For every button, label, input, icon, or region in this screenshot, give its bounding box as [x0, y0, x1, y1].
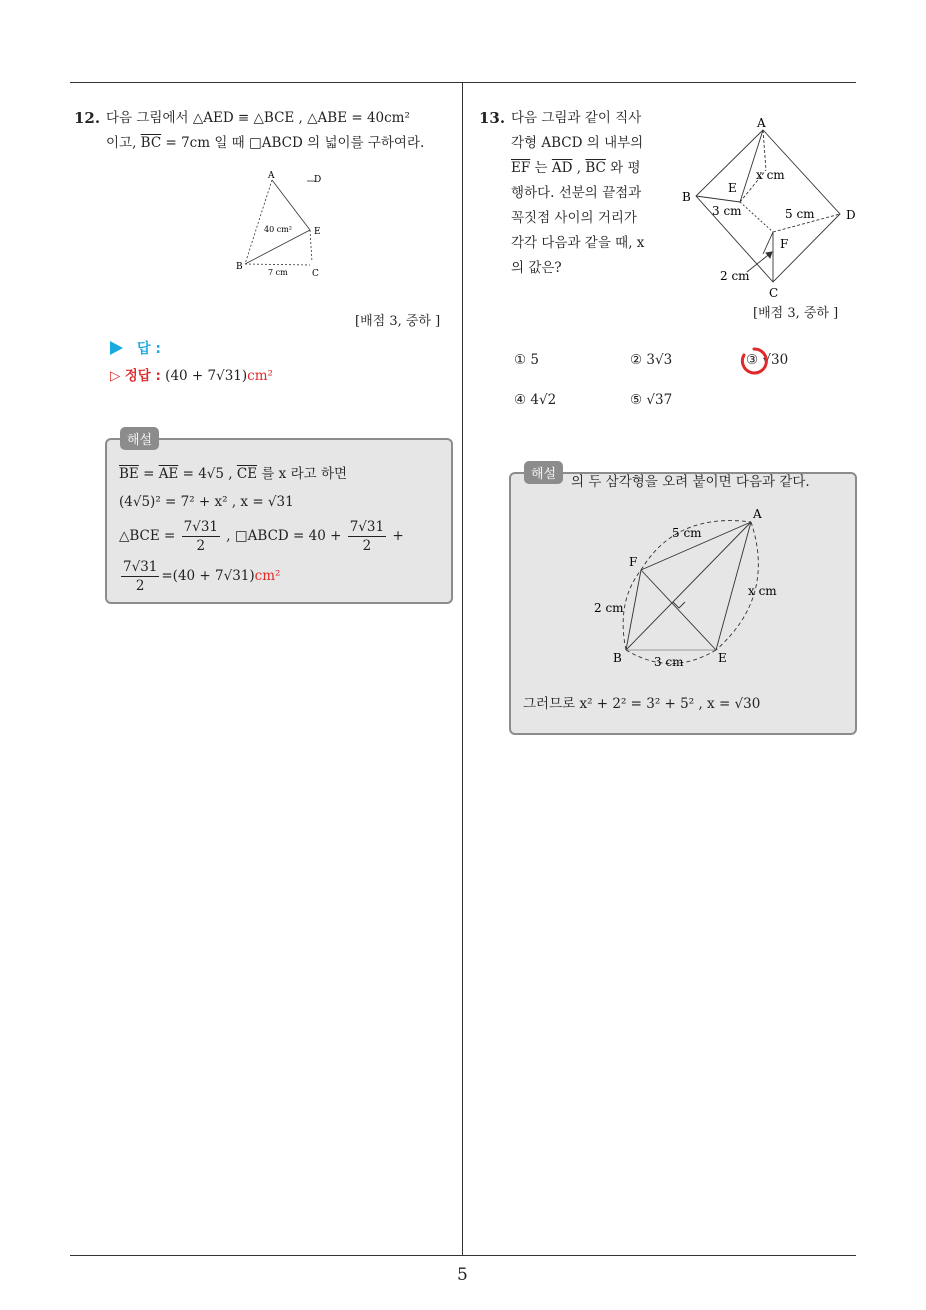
q13-sol-top: 의 두 삼각형을 오려 붙이면 다음과 같다.: [571, 474, 810, 490]
q13-text: 다음 그림과 같이 직사 각형 ABCD 의 내부의 $\overline{EF}$ 는 $\overline{AD}$ , $\overline{BC}$ 와 평 행하다. 선분의 끝점과 꼭짓점 사이의 거리가 각각 다음과 같을 때, x 의 값은?: [511, 110, 645, 276]
q12-sol-line1: $\overline{BE} = \overline{AE} = 4√5$ , $\overline{CE}$ 를 x 라고 하면: [119, 466, 348, 482]
column-divider: [462, 83, 463, 1255]
q12-correct-value: (40 + 7√31): [165, 368, 248, 384]
q12-sol-line4: $\frac{7√31}{2}$ =(40 + 7√31)cm²: [123, 559, 281, 594]
page-number: 5: [457, 1265, 468, 1285]
sol-label-b: B: [613, 651, 622, 665]
q12-solution-badge: 해설: [120, 427, 159, 450]
q12-correct-answer: [110, 364, 273, 384]
sol-label-a: A: [753, 507, 762, 521]
q13-choice-2[interactable]: ② 3√3: [630, 352, 673, 368]
q13-label-e: E: [728, 181, 737, 195]
q13-five-label: 5 cm: [785, 207, 815, 221]
q13-label-a: A: [757, 116, 766, 130]
q13-sol-bottom: 그러므로 x² + 2² = 3² + 5² , x = √30: [523, 696, 761, 712]
q13-three-label: 3 cm: [712, 204, 742, 218]
q13-choice-1[interactable]: ① 5: [514, 352, 539, 368]
q13-x-label: x cm: [756, 168, 785, 182]
q12-base-label: 7 cm: [268, 268, 288, 277]
q13-number: 13.: [479, 109, 506, 127]
q12-area-label: 40 cm²: [264, 225, 292, 234]
q13-figure: [678, 112, 864, 304]
q12-label-e: E: [314, 227, 321, 237]
q13-solution-box: [509, 472, 857, 735]
play-arrow-icon: [110, 341, 123, 355]
sol-label-f: F: [629, 555, 638, 569]
sol-two-label: 2 cm: [594, 601, 624, 615]
q12-number: 12.: [74, 109, 101, 127]
q12-text: [106, 106, 456, 156]
q13-label-d: D: [846, 208, 856, 222]
sol-x-label: x cm: [748, 584, 777, 598]
q12-correct-unit: cm²: [247, 368, 273, 384]
q13-two-label: 2 cm: [720, 269, 750, 283]
selected-circle-mark: [739, 346, 769, 376]
sol-three-label: 3 cm: [654, 655, 684, 669]
q12-figure: [230, 168, 340, 280]
sol-five-label: 5 cm: [672, 526, 702, 540]
q13-solution-badge: 해설: [524, 461, 563, 484]
q12-score: [배점 3, 중하 ]: [355, 314, 441, 329]
q12-line2: 이고, $\overline{BC} = 7cm$ 일 때 □ABCD 의 넓이를 구하여라.: [106, 135, 425, 151]
q13-label-f: F: [780, 237, 789, 251]
q12-correct-label: 정답 :: [124, 368, 161, 384]
q13-score: [배점 3, 중하 ]: [753, 306, 839, 321]
q13-choice-3[interactable]: ③ √30: [746, 352, 789, 368]
q12-solution-box: [105, 438, 453, 604]
q12-answer-label: 답 :: [110, 338, 161, 358]
q13-choice-5[interactable]: ⑤ √37: [630, 392, 673, 408]
q13-solution-figure: [586, 502, 796, 672]
q13-choice-4[interactable]: ④ 4√2: [514, 392, 557, 408]
top-rule: [70, 82, 856, 83]
q12-label-a: A: [268, 171, 275, 181]
q12-label-d: D: [314, 175, 322, 185]
sol-label-e: E: [718, 651, 727, 665]
q12-label-c: C: [312, 269, 319, 279]
q12-label-b: B: [236, 262, 243, 272]
q12-sol-line2: (4√5)² = 7² + x² , x = √31: [119, 494, 294, 510]
bottom-rule: [70, 1255, 856, 1256]
q12-sol-line3: △BCE = $\frac{7√31}{2}$ , □ABCD = 40 + $\frac{7√31}{2}$ +: [119, 519, 404, 554]
q13-label-c: C: [769, 286, 779, 300]
q12-line1: 다음 그림에서 △AED ≡ △BCE , △ABE = 40cm²: [106, 110, 410, 126]
correct-arrow-icon: ▷: [110, 368, 121, 384]
q13-label-b: B: [682, 190, 691, 204]
